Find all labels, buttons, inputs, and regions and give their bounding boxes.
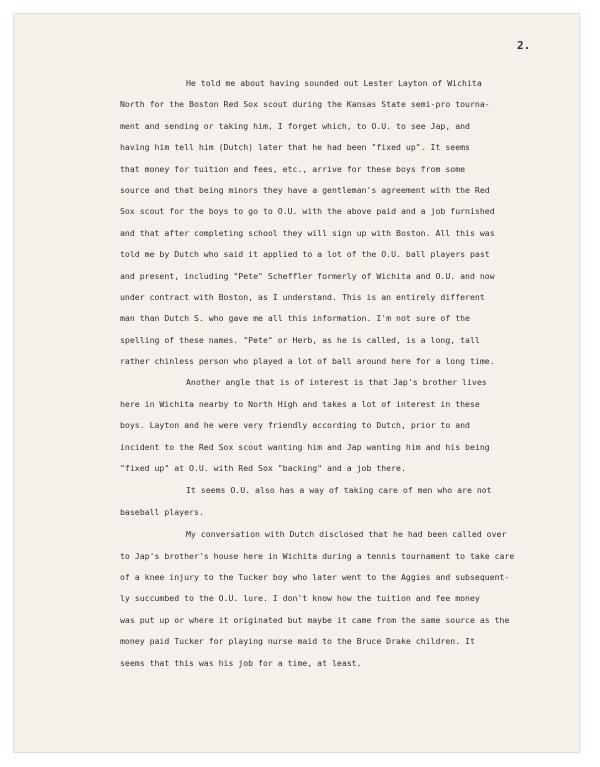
text-line: It seems O.U. also has a way of taking care of men who are not <box>186 485 492 496</box>
text-line: man than Dutch S. who gave me all this information. I'm not sure of the <box>120 313 470 324</box>
text-line: having him tell him (Dutch) later that he had been "fixed up". It seems <box>120 142 470 153</box>
text-line: incident to the Red Sox scout wanting him and Jap wanting him and his being <box>120 441 490 452</box>
page-number: 2. <box>517 39 531 52</box>
text-line: here in Wichita nearby to North High and takes a lot of interest in these <box>120 398 480 409</box>
text-line: of a knee injury to the Tucker boy who later went to the Aggies and subsequent- <box>120 571 510 582</box>
text-line: was put up or where it originated but maybe it came from the same source as the <box>120 614 510 625</box>
text-line: rather chinless person who played a lot of ball around here for a long time. <box>120 356 495 367</box>
text-line: Sox scout for the boys to go to O.U. with the above paid and a job furnished <box>120 206 495 217</box>
text-line: and that after completing school they will sign up with Boston. All this was <box>120 227 495 238</box>
text-line: baseball players. <box>120 506 204 517</box>
text-line: source and that being minors they have a gentleman's agreement with the Red <box>120 184 490 195</box>
typed-letter-body <box>120 73 565 674</box>
text-line: told me by Dutch who said it applied to a lot of the O.U. ball players past <box>120 249 490 260</box>
text-line: "fixed up" at O.U. with Red Sox "backing" and a job there. <box>120 463 406 474</box>
text-line: money paid Tucker for playing nurse maid to the Bruce Drake children. It <box>120 636 475 647</box>
text-line: under contract with Boston, as I understand. This is an entirely different <box>120 291 485 302</box>
text-line: My conversation with Dutch disclosed that he had been called over <box>186 529 507 540</box>
text-line: seems that this was his job for a time, at least. <box>120 657 362 668</box>
text-line: boys. Layton and he were very friendly according to Dutch, prior to and <box>120 420 470 431</box>
text-line: ment and sending or taking him, I forget which, to O.U. to see Jap, and <box>120 120 470 131</box>
text-line: Another angle that is of interest is that Jap's brother lives <box>186 377 487 388</box>
text-line: to Jap's brother's house here in Wichita during a tennis tournament to take care <box>120 550 515 561</box>
text-line: ly succumbed to the O.U. lure. I don't know how the tuition and fee money <box>120 593 480 604</box>
text-line: spelling of these names. "Pete" or Herb, as he is called, is a long, tall <box>120 334 480 345</box>
text-line: that money for tuition and fees, etc., arrive for these boys from some <box>120 163 466 174</box>
text-line: He told me about having sounded out Lester Layton of Wichita <box>186 78 482 88</box>
text-line: and present, including "Pete" Scheffler formerly of Wichita and O.U. and now <box>120 270 495 281</box>
text-line: North for the Boston Red Sox scout during the Kansas State semi-pro tourna- <box>120 99 490 110</box>
